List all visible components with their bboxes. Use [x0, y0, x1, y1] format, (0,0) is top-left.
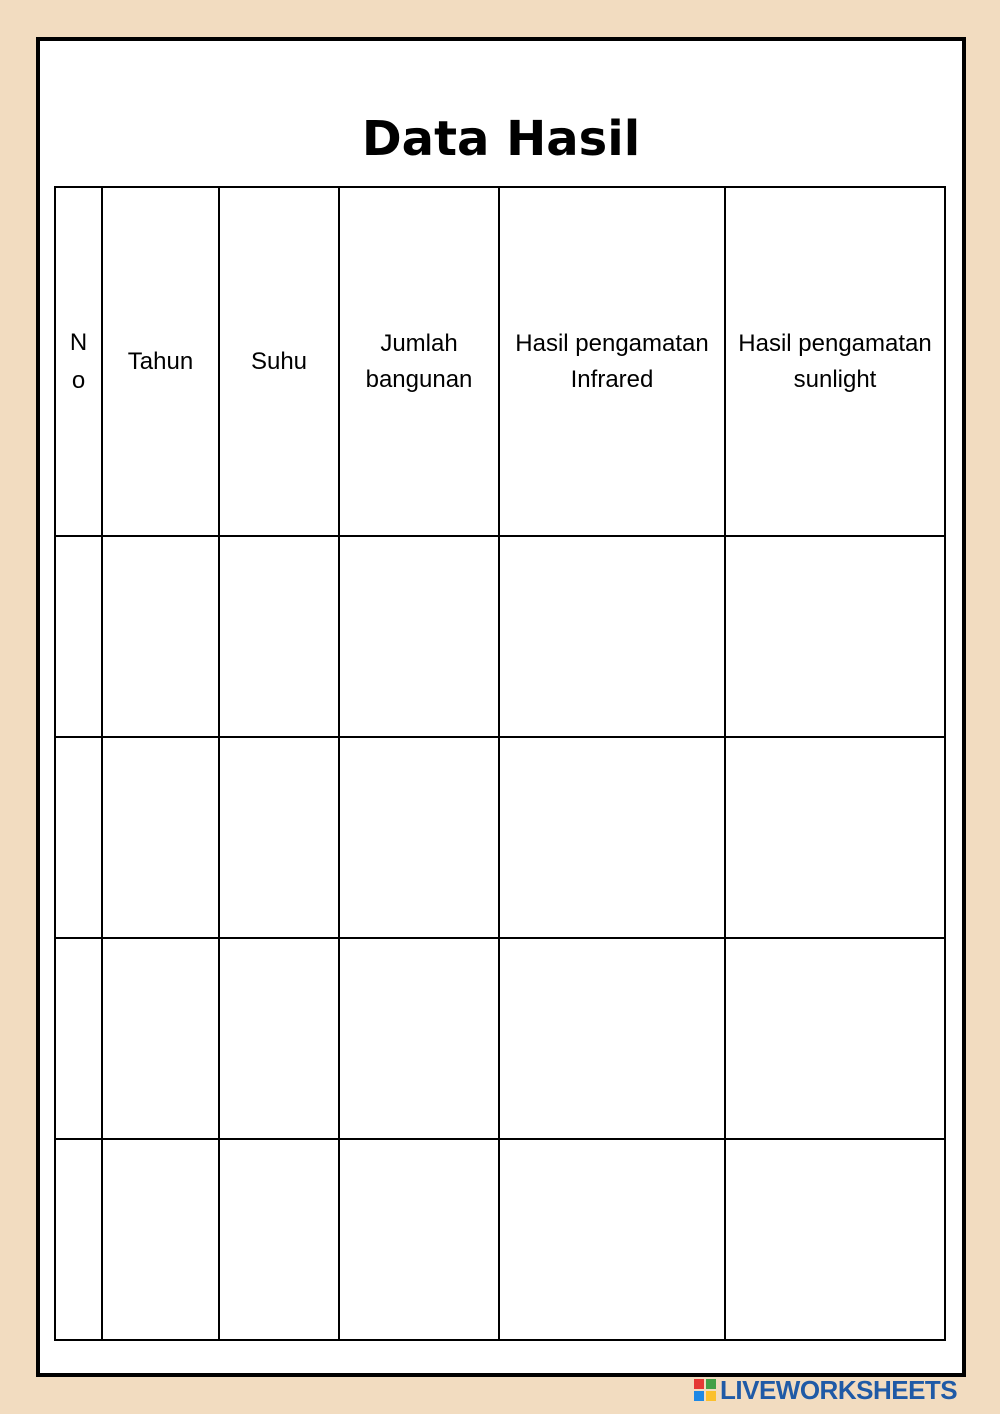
- cell-hasil-infrared[interactable]: [499, 1139, 725, 1340]
- cell-hasil-sunlight[interactable]: [725, 536, 945, 737]
- header-jumlah-bangunan: [339, 187, 499, 536]
- cell-tahun[interactable]: [102, 536, 219, 737]
- cell-hasil-sunlight[interactable]: [725, 1139, 945, 1340]
- cell-hasil-sunlight[interactable]: [725, 737, 945, 938]
- table-row: [55, 737, 945, 938]
- liveworksheets-watermark: [694, 1376, 957, 1404]
- cell-no[interactable]: [55, 536, 102, 737]
- cell-no[interactable]: [55, 1139, 102, 1340]
- header-no: [55, 187, 102, 536]
- cell-jumlah-bangunan[interactable]: [339, 938, 499, 1139]
- table-row: [55, 938, 945, 1139]
- header-no-label: No: [69, 328, 88, 394]
- cell-hasil-sunlight[interactable]: [725, 938, 945, 1139]
- header-tahun-label: Tahun: [127, 347, 194, 375]
- header-suhu-label: Suhu: [250, 347, 308, 375]
- header-hasil-sunlight-label: Hasil pengamatan sunlight: [738, 329, 932, 393]
- data-table: [54, 186, 946, 1341]
- cell-suhu[interactable]: [219, 536, 339, 737]
- header-tahun: [102, 187, 219, 536]
- cell-tahun[interactable]: [102, 1139, 219, 1340]
- cell-hasil-infrared[interactable]: [499, 737, 725, 938]
- table-row: [55, 1139, 945, 1340]
- cell-no[interactable]: [55, 938, 102, 1139]
- cell-suhu[interactable]: [219, 1139, 339, 1340]
- cell-tahun[interactable]: [102, 737, 219, 938]
- liveworksheets-logo-icon: [694, 1379, 716, 1401]
- watermark-text: LIVEWORKSHEETS: [720, 1375, 958, 1405]
- table-row: [55, 536, 945, 737]
- logo-square-green: [706, 1379, 716, 1389]
- header-jumlah-bangunan-label: Jumlah bangunan: [365, 329, 473, 393]
- table-header-row: [55, 187, 945, 536]
- cell-suhu[interactable]: [219, 737, 339, 938]
- header-hasil-infrared-label: Hasil pengamatan Infrared: [515, 329, 709, 393]
- header-hasil-infrared: [499, 187, 725, 536]
- cell-suhu[interactable]: [219, 938, 339, 1139]
- cell-tahun[interactable]: [102, 938, 219, 1139]
- cell-hasil-infrared[interactable]: [499, 536, 725, 737]
- header-suhu: [219, 187, 339, 536]
- logo-square-blue: [694, 1391, 704, 1401]
- logo-square-red: [694, 1379, 704, 1389]
- cell-no[interactable]: [55, 737, 102, 938]
- cell-jumlah-bangunan[interactable]: [339, 737, 499, 938]
- cell-jumlah-bangunan[interactable]: [339, 536, 499, 737]
- page-title: Data Hasil: [361, 111, 641, 167]
- logo-square-yellow: [706, 1391, 716, 1401]
- header-hasil-sunlight: [725, 187, 945, 536]
- cell-jumlah-bangunan[interactable]: [339, 1139, 499, 1340]
- cell-hasil-infrared[interactable]: [499, 938, 725, 1139]
